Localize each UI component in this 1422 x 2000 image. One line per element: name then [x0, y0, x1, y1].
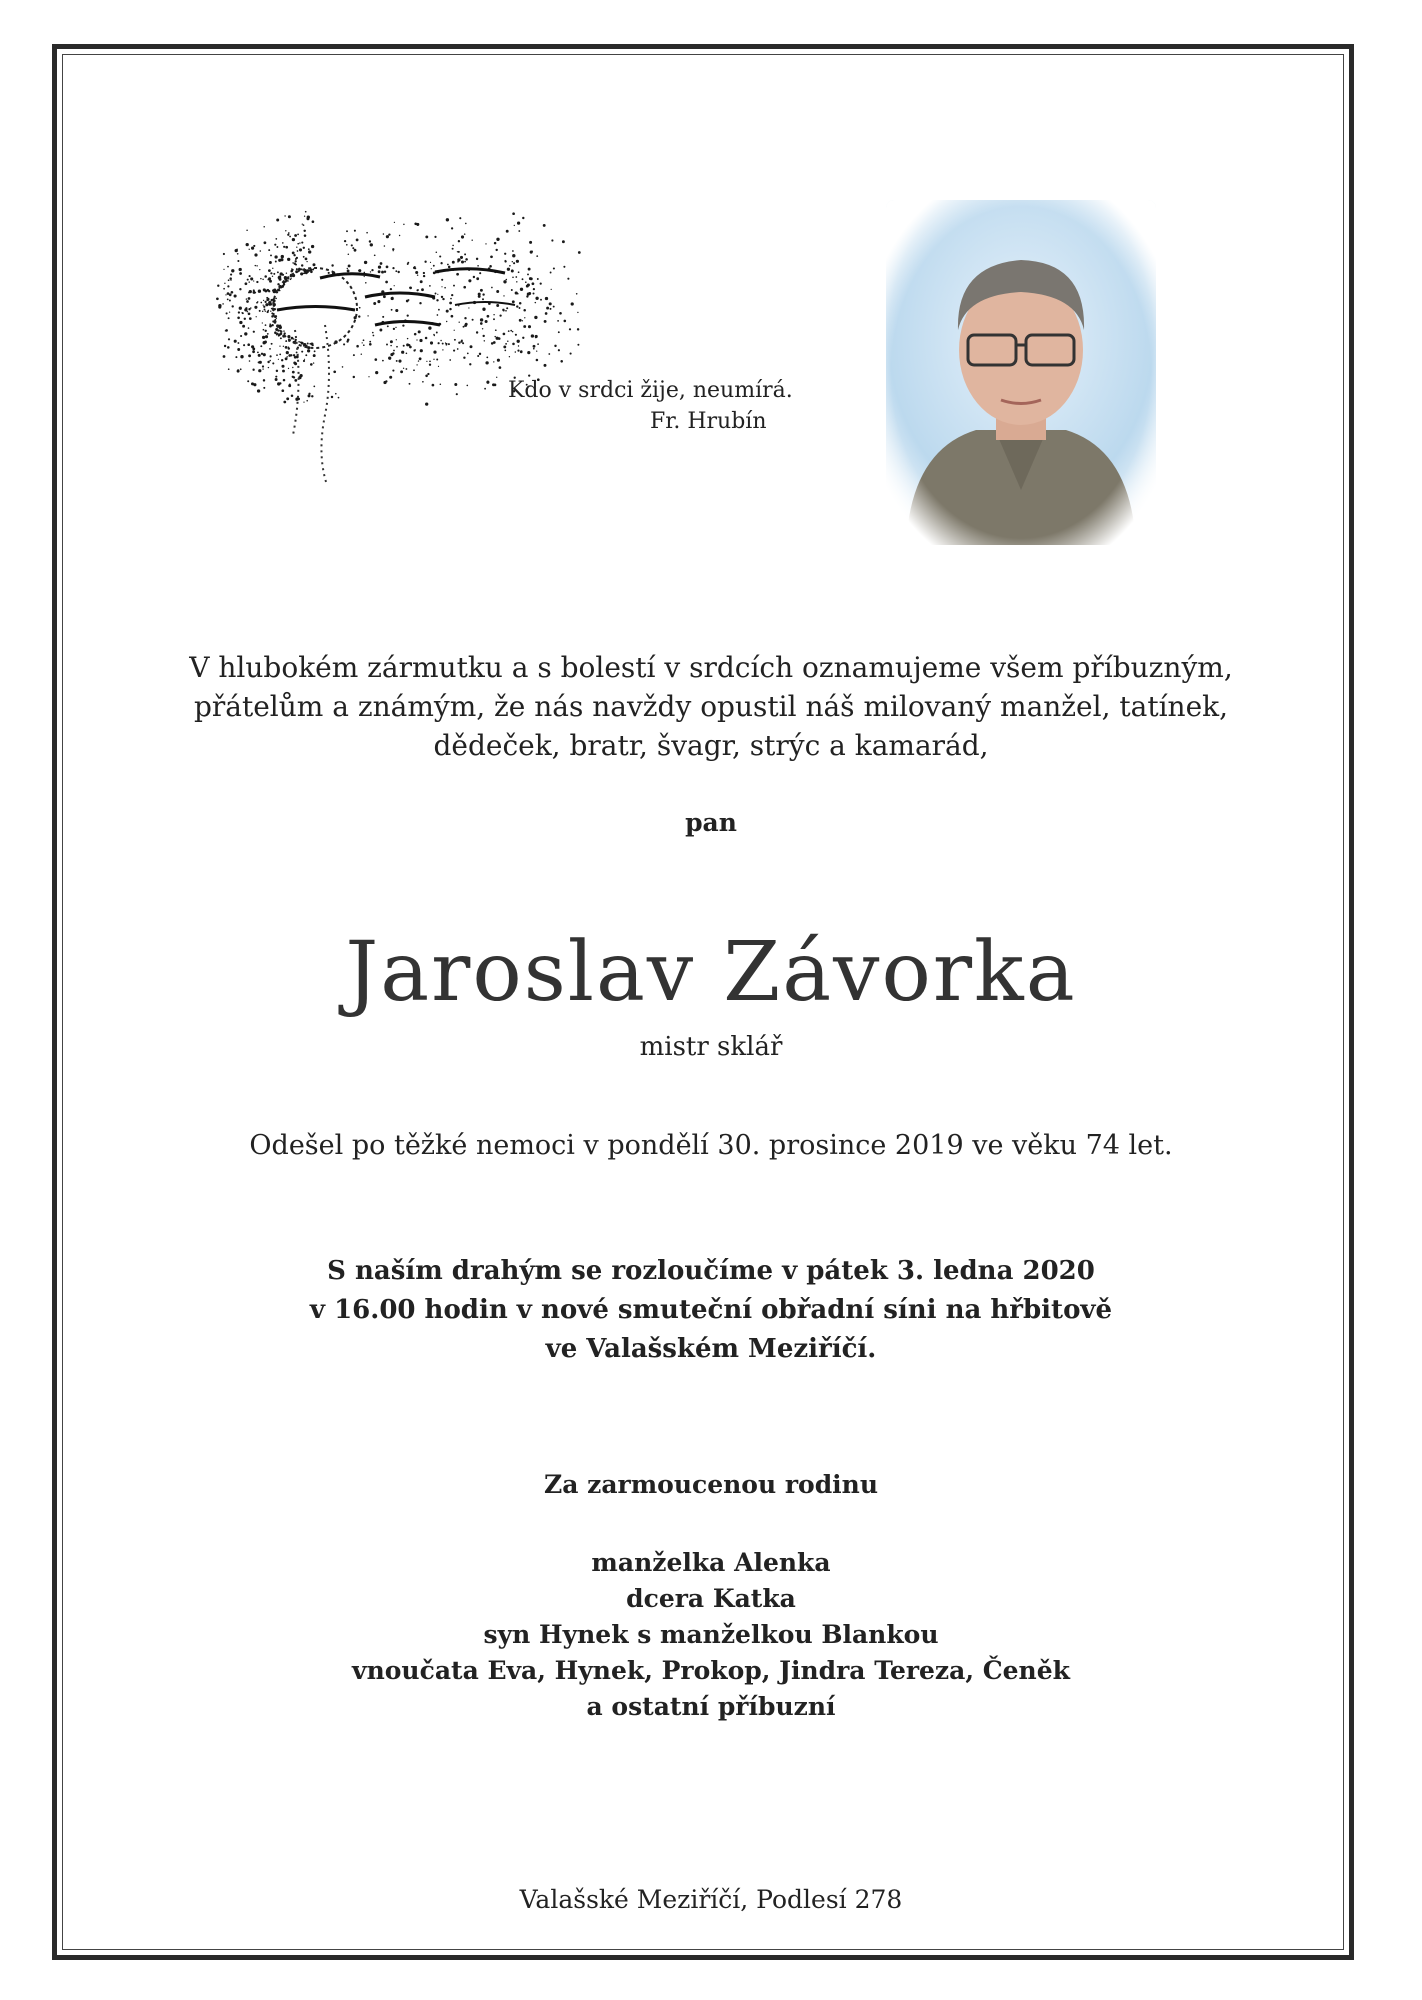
intro-line: přátelům a známým, že nás navždy opustil náš milovaný manžel, tatínek,	[193, 690, 1229, 723]
farewell-line: ve Valašském Meziříčí.	[545, 1334, 877, 1364]
honorific: pan	[685, 808, 737, 837]
deceased-name: Jaroslav Závorka	[345, 925, 1077, 1020]
portrait-photo	[886, 200, 1156, 545]
family-member: a ostatní příbuzní	[586, 1692, 836, 1721]
intro-line: V hlubokém zármutku a s bolestí v srdcích oznamujeme všem příbuzným,	[189, 651, 1233, 684]
death-notice: Odešel po těžké nemoci v pondělí 30. prosince 2019 ve věku 74 let.	[249, 1130, 1173, 1161]
family-address: Valašské Meziříčí, Podlesí 278	[519, 1885, 903, 1914]
intro-paragraph	[0, 648, 1422, 765]
family-list	[0, 1545, 1422, 1725]
family-member: dcera Katka	[626, 1584, 796, 1613]
family-member: vnoučata Eva, Hynek, Prokop, Jindra Tereza, Čeněk	[352, 1656, 1070, 1685]
family-member: syn Hynek s manželkou Blankou	[483, 1620, 939, 1649]
sun-illustration	[215, 185, 585, 515]
family-title: Za zarmoucenou rodinu	[543, 1470, 879, 1499]
intro-line: dědeček, bratr, švagr, strýc a kamarád,	[433, 729, 989, 762]
quote-text: Kdo v srdci žije, neumírá.	[508, 378, 793, 403]
quote-block	[508, 375, 793, 437]
farewell-line: v 16.00 hodin v nové smuteční obřadní síni na hřbitově	[309, 1295, 1113, 1325]
deceased-profession: mistr sklář	[639, 1032, 783, 1062]
farewell-details	[0, 1252, 1422, 1369]
farewell-line: S naším drahým se rozloučíme v pátek 3. ledna 2020	[327, 1256, 1095, 1286]
family-member: manželka Alenka	[591, 1548, 831, 1577]
quote-author: Fr. Hrubín	[650, 409, 767, 434]
